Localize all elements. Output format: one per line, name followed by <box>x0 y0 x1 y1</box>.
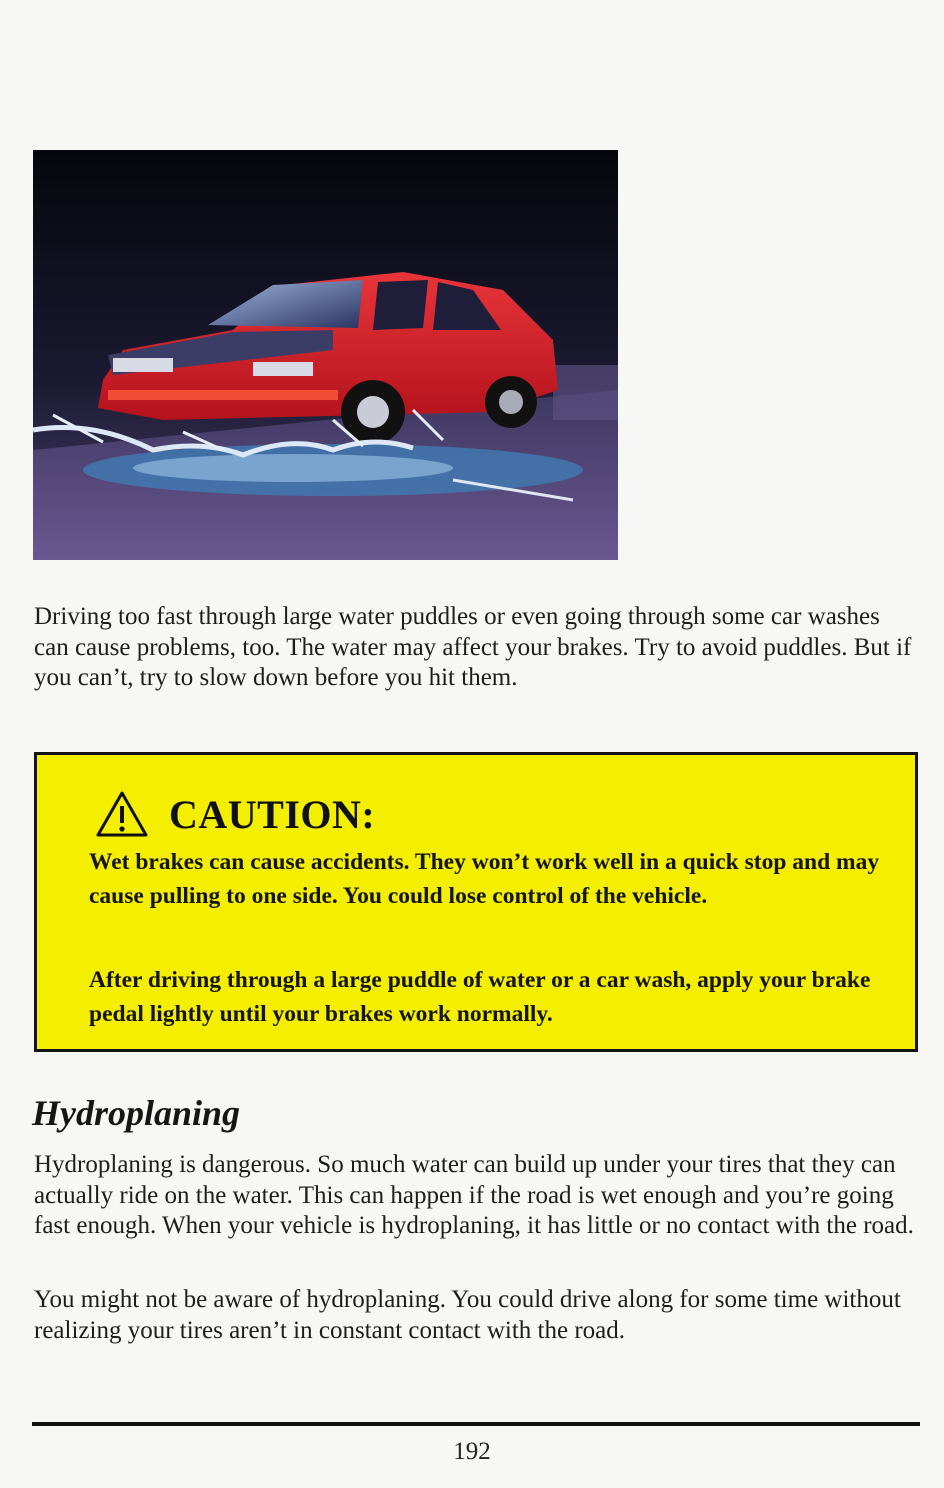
intro-paragraph: Driving too fast through large water puddles or even going through some car washes can cause problems, too. The water may affect your brakes. Try to avoid puddles. But if you can’t, try to slow down before you hit them. <box>34 603 912 691</box>
caution-header <box>95 789 375 839</box>
caution-box <box>34 752 918 1052</box>
section-title-hydroplaning: Hydroplaning <box>32 1093 241 1133</box>
car-illustration <box>33 150 618 560</box>
caution-title: CAUTION: <box>169 791 376 837</box>
warning-triangle-icon <box>95 790 149 838</box>
caution-paragraph: Wet brakes can cause accidents. They won’t work well in a quick stop and may cause pulling to one side. You could lose control of the vehicle. <box>89 849 880 909</box>
hydroplaning-paragraph: Hydroplaning is dangerous. So much water can build up under your tires that they can actually ride on the water. This can happen if the road is wet enough and you’re going fast enough. When your vehicle is hydroplaning, it has little or no contact with the road. <box>34 1151 914 1239</box>
page-number: 192 <box>453 1438 491 1465</box>
hydroplaning-paragraph: You might not be aware of hydroplaning. You could drive along for some time without realizing your tires aren’t in constant contact with the road. <box>34 1286 901 1344</box>
caution-paragraph: After driving through a large puddle of water or a car wash, apply your brake pedal lightly until your brakes work normally. <box>89 967 871 1027</box>
footer-rule <box>32 1422 920 1426</box>
